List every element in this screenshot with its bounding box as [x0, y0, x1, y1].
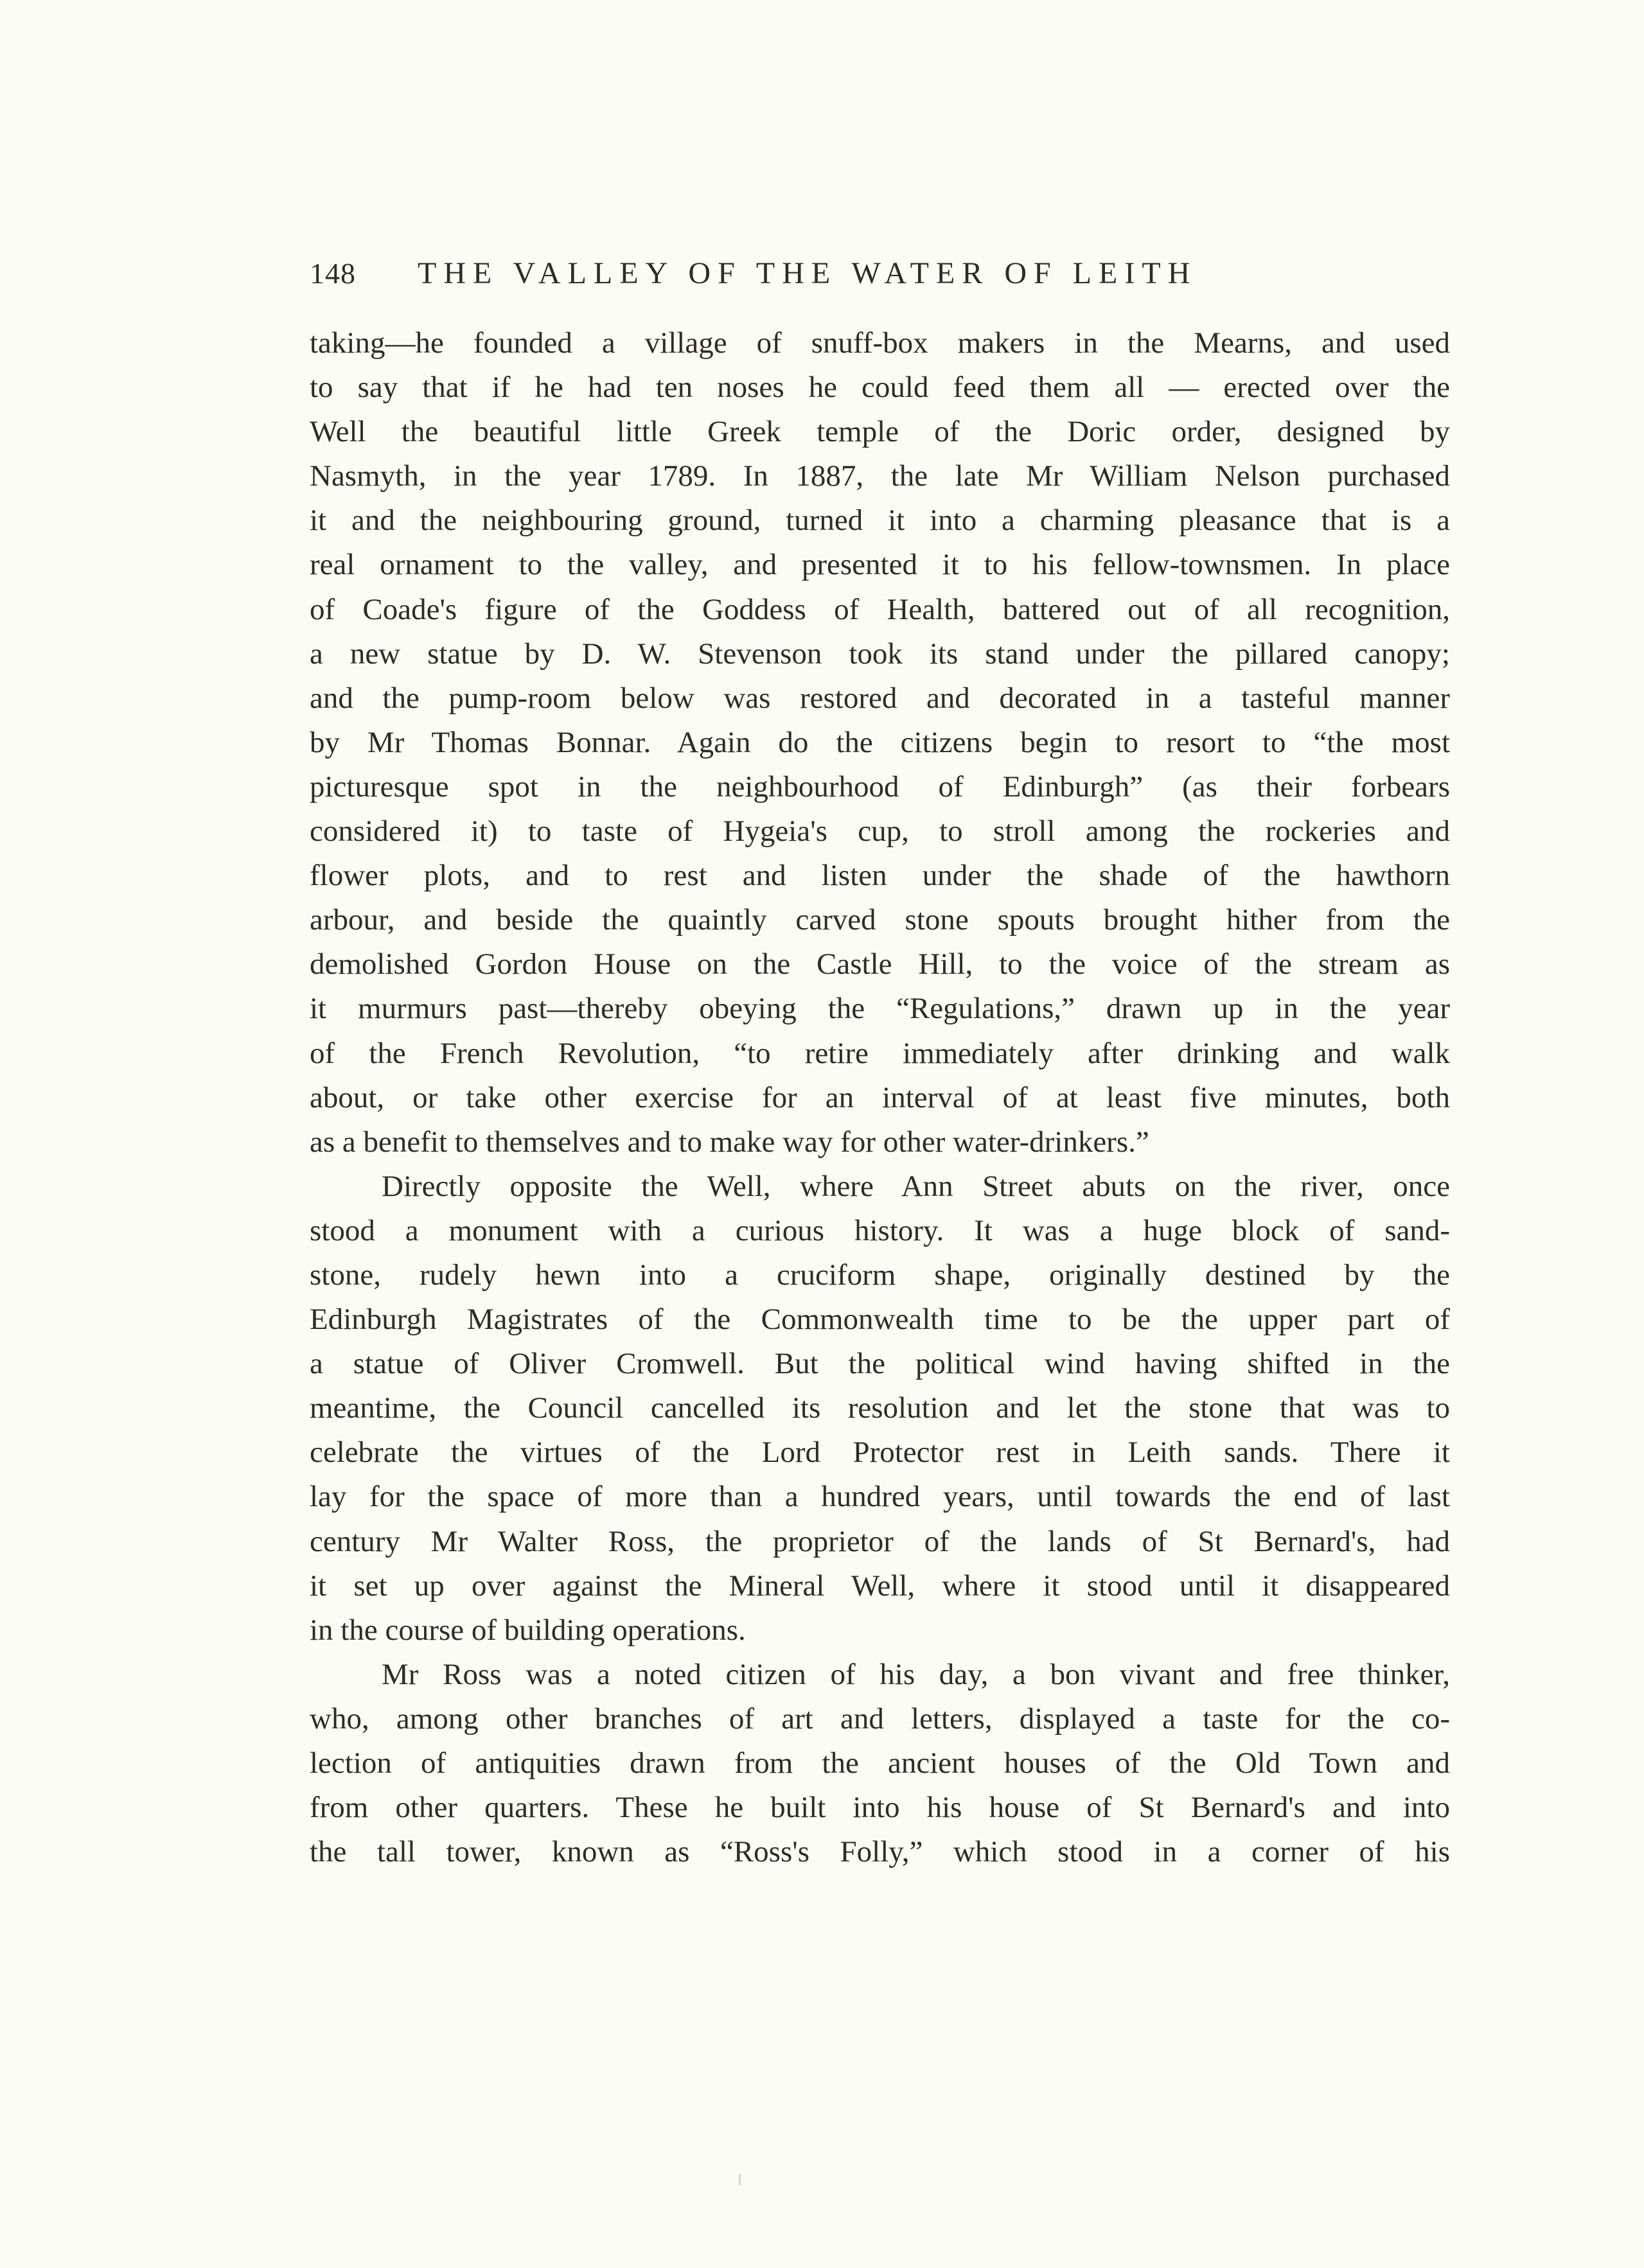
text-line: from other quarters. These he built into his house of St Bernard's and into [310, 1791, 1450, 1825]
text-line: century Mr Walter Ross, the proprietor of the lands of St Bernard's, had [310, 1524, 1450, 1558]
text-line: meantime, the Council cancelled its resolution and let the stone that was to [310, 1391, 1450, 1425]
text-line: who, among other branches of art and letters, displayed a taste for the co- [310, 1701, 1450, 1736]
text-line: taking—he founded a village of snuff-box makers in the Mearns, and used [310, 326, 1450, 360]
text-line: stood a monument with a curious history. It was a huge block of sand- [310, 1213, 1450, 1247]
paper-speck [739, 2174, 741, 2185]
text-line: it murmurs past—thereby obeying the “Regulations,” drawn up in the year [310, 992, 1450, 1026]
text-line: as a benefit to themselves and to make way for other water-drinkers.” [310, 1125, 1149, 1159]
text-line: Nasmyth, in the year 1789. In 1887, the late Mr William Nelson purchased [310, 459, 1450, 493]
text-line: lay for the space of more than a hundred years, until towards the end of last [310, 1480, 1450, 1514]
text-line: it set up over against the Mineral Well, where it stood until it disappeared [310, 1569, 1450, 1603]
text-line: by Mr Thomas Bonnar. Again do the citizens begin to resort to “the most [310, 725, 1450, 759]
text-line: demolished Gordon House on the Castle Hill, to the voice of the stream as [310, 947, 1450, 981]
text-line: considered it) to taste of Hygeia's cup, to stroll among the rockeries and [310, 814, 1450, 848]
paragraph-1 [310, 321, 1450, 1165]
text-line: Mr Ross was a noted citizen of his day, a bon vivant and free thinker, [382, 1657, 1450, 1691]
text-line: arbour, and beside the quaintly carved stone spouts brought hither from the [310, 903, 1450, 937]
text-line: flower plots, and to rest and listen under the shade of the hawthorn [310, 859, 1450, 893]
body-text [310, 321, 1450, 1874]
page-number: 148 [310, 257, 356, 290]
running-title: THE VALLEY OF THE WATER OF LEITH [418, 256, 1198, 290]
text-line: and the pump-room below was restored and decorated in a tasteful manner [310, 681, 1450, 715]
text-line: of the French Revolution, “to retire immediately after drinking and walk [310, 1036, 1450, 1070]
text-line: lection of antiquities drawn from the ancient houses of the Old Town and [310, 1746, 1450, 1780]
text-line: in the course of building operations. [310, 1613, 746, 1647]
text-line: about, or take other exercise for an interval of at least five minutes, both [310, 1080, 1450, 1114]
text-line: picturesque spot in the neighbourhood of Edinburgh” (as their forbears [310, 769, 1450, 804]
text-line: Well the beautiful little Greek temple of the Doric order, designed by [310, 415, 1450, 449]
paragraph-2 [310, 1165, 1450, 1653]
text-line: a new statue by D. W. Stevenson took its stand under the pillared canopy; [310, 637, 1450, 671]
text-line: to say that if he had ten noses he could feed them all — erected over the [310, 371, 1450, 405]
text-line: it and the neighbouring ground, turned it into a charming pleasance that is a [310, 504, 1450, 538]
text-line: the tall tower, known as “Ross's Folly,” which stood in a corner of his [310, 1835, 1450, 1869]
text-line: Directly opposite the Well, where Ann Street abuts on the river, once [382, 1169, 1450, 1203]
text-line: a statue of Oliver Cromwell. But the political wind having shifted in the [310, 1347, 1450, 1381]
text-line: of Coade's figure of the Goddess of Health, battered out of all recognition, [310, 592, 1450, 626]
running-head [310, 248, 1331, 299]
text-line: celebrate the virtues of the Lord Protector rest in Leith sands. There it [310, 1436, 1450, 1470]
paragraph-3 [310, 1653, 1450, 1874]
text-line: real ornament to the valley, and presented it to his fellow-townsmen. In place [310, 548, 1450, 582]
text-line: stone, rudely hewn into a cruciform shape, originally destined by the [310, 1258, 1450, 1292]
text-line: Edinburgh Magistrates of the Commonwealth time to be the upper part of [310, 1303, 1450, 1337]
